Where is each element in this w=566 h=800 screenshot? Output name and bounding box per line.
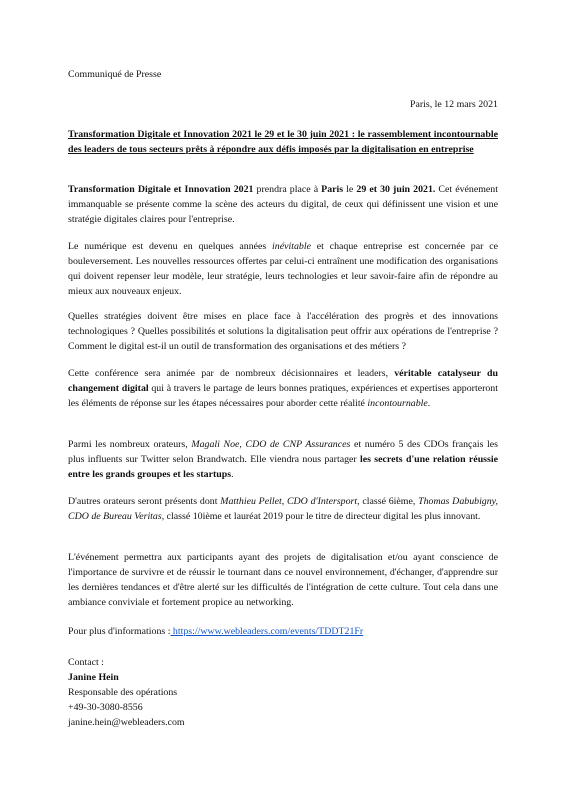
document-label: Communiqué de Presse	[68, 69, 162, 80]
text-run: le	[343, 184, 357, 195]
emphasis-bold: véritable catalyseur du changement digital	[68, 368, 498, 394]
contact-block	[68, 655, 498, 730]
more-info-label: Pour plus d'informations :	[68, 626, 171, 637]
speaker-name: Magali Noe, CDO de CNP Assurances	[191, 439, 351, 450]
text-run: et chaque entreprise est concernée par ce bouleversement. Les nouvelles ressources offertes par celui-ci entraînent une modification des organisations qui doivent repenser leur modèle, leur stratégie, leurs technologies et leur savoir-faire afin de répondre au mieux aux nouveaux enjeux.	[68, 241, 498, 297]
paragraph-conference	[68, 366, 498, 411]
contact-email[interactable]: janine.hein@webleaders.com	[68, 717, 185, 728]
event-city: Paris	[321, 184, 344, 195]
paragraph-benefits: L'événement permettra aux participants ayant des projets de digitalisation et/ou ayant conscience de l'importance de survivre et de réussir le tournant dans ce nouvel environnement, d'échanger, d'apprendre sur les dernières tendances et d'être alerté sur les difficultés de l'intégration de cette culture. Tout cela dans une ambiance conviviale et fortement propice au networking.	[68, 552, 498, 608]
text-run: , classé 6ième,	[357, 496, 419, 507]
headline: Transformation Digitale et Innovation 2021 le 29 et le 30 juin 2021 : le rassemblement incontournable des leaders de tous secteurs prêts à répondre aux défis imposés par la digitalisation en entreprise	[68, 129, 498, 155]
text-run: Cet événement immanquable se présente comme la scène des acteurs du digital, de ceux qui définissent une vision et une stratégie digitales claires pour l'entreprise.	[68, 184, 498, 225]
paragraph-digital	[68, 239, 498, 299]
text-run: D'autres orateurs seront présents dont	[68, 496, 221, 507]
contact-phone: +49-30-3080-8556	[68, 702, 143, 713]
contact-label: Contact :	[68, 657, 104, 668]
text-run: prendra place à	[253, 184, 322, 195]
speaker-name: Matthieu Pellet, CDO d'Intersport	[220, 496, 358, 507]
event-dates: 29 et 30 juin 2021.	[356, 184, 436, 195]
paragraph-intro	[68, 182, 498, 227]
paragraph-other-speakers	[68, 494, 498, 524]
contact-role: Responsable des opérations	[68, 687, 178, 698]
event-name: Transformation Digitale et Innovation 2021	[68, 184, 254, 195]
text-run: et numéro 5 des CDOs français les plus influents sur Twitter selon Brandwatch. Elle viendra nous partager	[68, 439, 498, 465]
text-run: , classé 10ième et lauréat 2019 pour le titre de directeur digital les plus innovant.	[161, 511, 481, 522]
more-info	[68, 624, 498, 639]
text-run: .	[231, 469, 234, 480]
text-run: Le numérique est devenu en quelques années	[68, 241, 273, 252]
event-link[interactable]: https://www.webleaders.com/events/TDDT21Fr	[170, 626, 364, 637]
text-run: Parmi les nombreux orateurs,	[68, 439, 192, 450]
text-run: qui à travers le partage de leurs bonnes pratiques, expériences et expertises apporteront les éléments de réponse sur les étapes nécessaires pour aborder cette réalité	[68, 383, 498, 409]
text-run: .	[427, 398, 431, 409]
text-run: Cette conférence sera animée par de nombreux décisionnaires et leaders,	[68, 368, 395, 379]
contact-name: Janine Hein	[68, 672, 119, 683]
dateline: Paris, le 12 mars 2021	[409, 99, 498, 110]
paragraph-questions: Quelles stratégies doivent être mises en place face à l'accélération des progrès et des innovations technologiques ? Quelles possibilités et solutions la digitalisation peut offrir aux opérations de l'entreprise ? Comment le digital est-il un outil de transformation des organisations et des métiers ?	[68, 311, 498, 352]
emphasis: incontournable	[367, 398, 428, 409]
speaker-name: Thomas Dabubigny, CDO de Bureau Veritas	[68, 496, 498, 522]
paragraph-speakers	[68, 437, 498, 482]
emphasis-bold: les secrets d'une relation réussie entre les grands groupes et les startups	[68, 454, 498, 480]
emphasis: inévitable	[272, 241, 311, 252]
